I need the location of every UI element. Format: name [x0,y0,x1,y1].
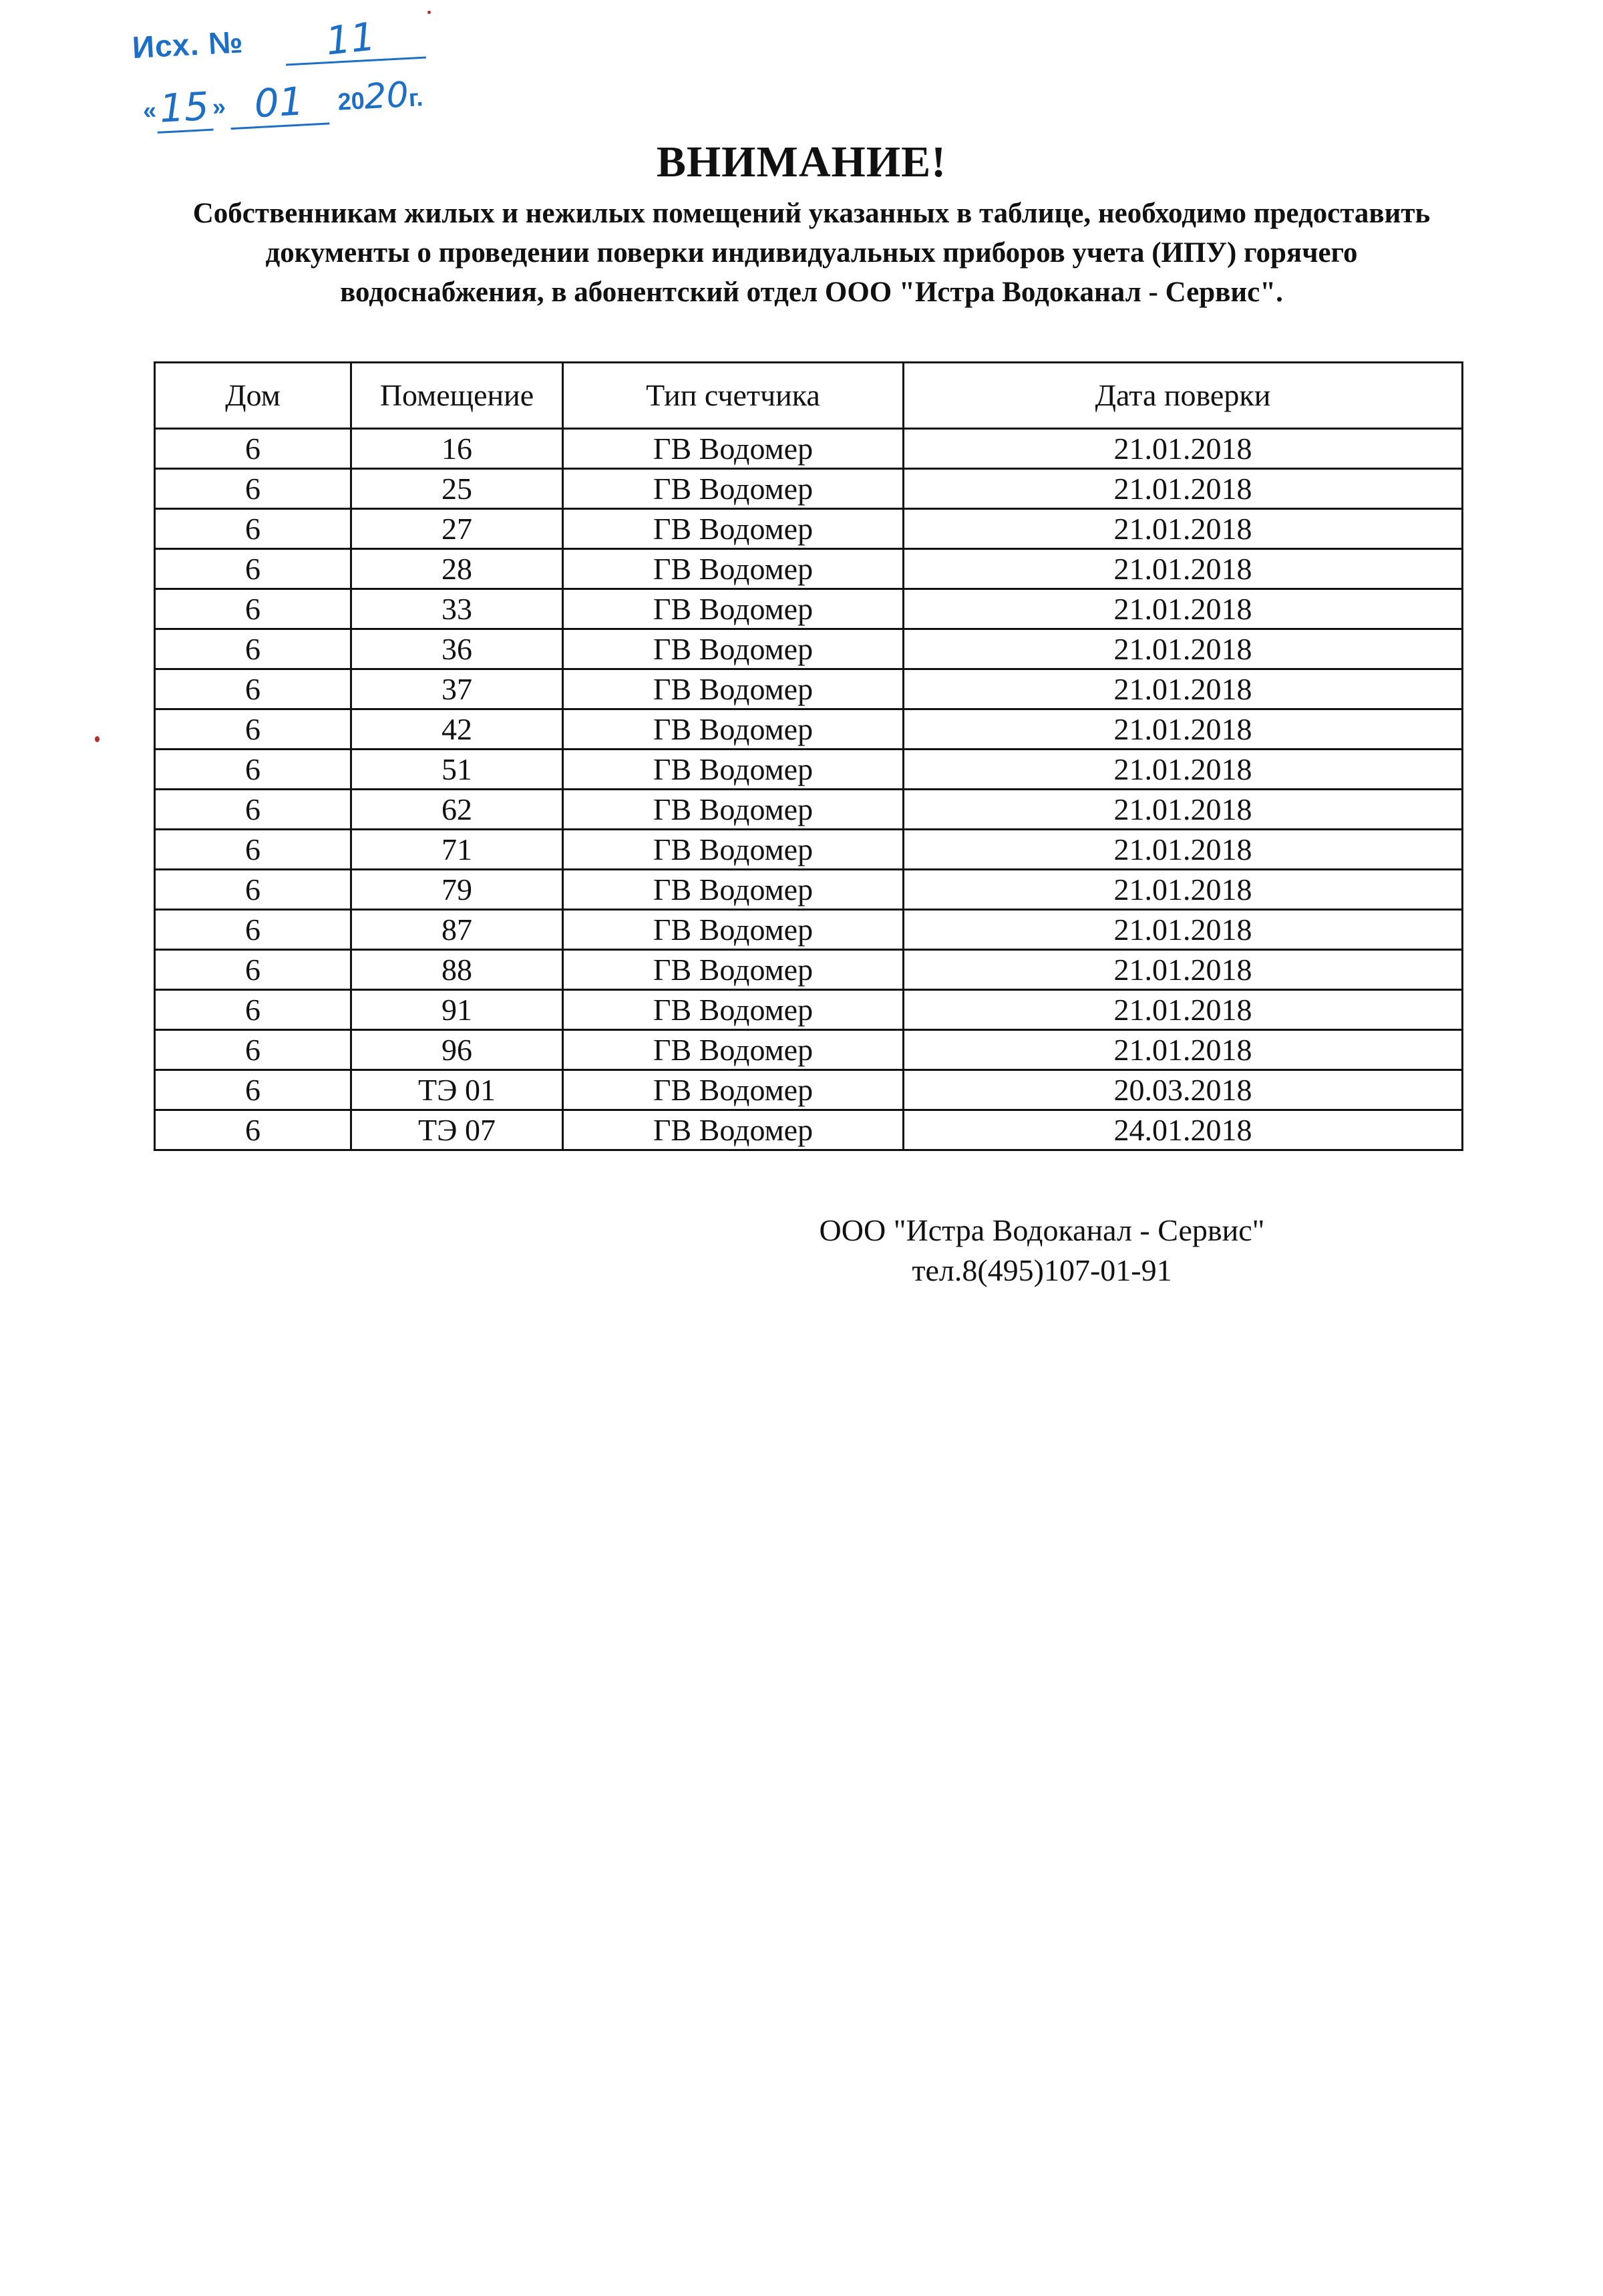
cell-verification-date: 21.01.2018 [904,429,1463,469]
cell-verification-date: 21.01.2018 [904,990,1463,1030]
cell-verification-date: 21.01.2018 [904,1030,1463,1070]
stamp-year [337,74,424,119]
column-header-meter-type: Тип счетчика [563,363,904,429]
cell-house: 6 [155,669,351,709]
cell-meter-type: ГВ Водомер [563,629,904,669]
cell-verification-date: 21.01.2018 [904,709,1463,750]
table-row [155,509,1463,549]
cell-premises: 79 [351,870,563,910]
table-row [155,790,1463,830]
cell-house: 6 [155,709,351,750]
cell-verification-date: 21.01.2018 [904,910,1463,950]
cell-premises: 36 [351,629,563,669]
cell-house: 6 [155,589,351,629]
cell-meter-type: ГВ Водомер [563,990,904,1030]
table-row [155,1110,1463,1150]
stamp-date-line [142,72,424,134]
cell-verification-date: 21.01.2018 [904,629,1463,669]
cell-house: 6 [155,990,351,1030]
outgoing-number-stamp [128,13,449,134]
table-row [155,870,1463,910]
table-row [155,950,1463,990]
cell-meter-type: ГВ Водомер [563,870,904,910]
meter-verification-table [154,361,1463,1151]
cell-verification-date: 24.01.2018 [904,1110,1463,1150]
table-row [155,709,1463,750]
organization-phone: тел.8(495)107-01-91 [912,1253,1172,1287]
cell-verification-date: 21.01.2018 [904,750,1463,790]
table-row [155,429,1463,469]
column-header-house: Дом [155,363,351,429]
cell-meter-type: ГВ Водомер [563,509,904,549]
cell-meter-type: ГВ Водомер [563,950,904,990]
cell-verification-date: 21.01.2018 [904,830,1463,870]
cell-verification-date: 21.01.2018 [904,509,1463,549]
cell-meter-type: ГВ Водомер [563,669,904,709]
cell-premises: 25 [351,469,563,509]
stamp-outgoing-number: 11 [323,13,378,64]
cell-meter-type: ГВ Водомер [563,469,904,509]
scan-speck [427,11,431,14]
cell-verification-date: 21.01.2018 [904,669,1463,709]
cell-premises: 37 [351,669,563,709]
cell-verification-date: 21.01.2018 [904,469,1463,509]
notice-text: Собственникам жилых и нежилых помещений указанных в таблице, необходимо предоставить документы о проведении поверки индивидуальных приборов учета (ИПУ) горячего водоснабжения, в абонентский отдел ООО "Истра Водоканал - Сервис". [192,198,1431,308]
stamp-day: 15 [155,84,214,134]
stamp-year-prefix: 20 [337,86,365,116]
table-row [155,629,1463,669]
cell-verification-date: 21.01.2018 [904,790,1463,830]
cell-premises: 51 [351,750,563,790]
cell-meter-type: ГВ Водомер [563,750,904,790]
page-title: ВНИМАНИЕ! [656,138,947,186]
signature-block [748,1210,1336,1291]
cell-meter-type: ГВ Водомер [563,1110,904,1150]
table-row [155,549,1463,589]
table-row [155,830,1463,870]
cell-premises: ТЭ 01 [351,1070,563,1110]
cell-meter-type: ГВ Водомер [563,709,904,750]
cell-meter-type: ГВ Водомер [563,429,904,469]
column-header-premises: Помещение [351,363,563,429]
stamp-close-quote: » [211,92,226,121]
table-row [155,589,1463,629]
cell-house: 6 [155,830,351,870]
cell-meter-type: ГВ Водомер [563,830,904,870]
table-row [155,910,1463,950]
table-row [155,669,1463,709]
cell-house: 6 [155,1030,351,1070]
stamp-year-suffix: 20 [363,75,410,118]
table-body [155,429,1463,1150]
cell-house: 6 [155,629,351,669]
cell-premises: 62 [351,790,563,830]
cell-premises: 27 [351,509,563,549]
stamp-number-line [132,23,244,65]
cell-verification-date: 21.01.2018 [904,589,1463,629]
stamp-month: 01 [228,77,330,130]
cell-premises: ТЭ 07 [351,1110,563,1150]
cell-meter-type: ГВ Водомер [563,589,904,629]
table-row [155,1030,1463,1070]
table-row [155,990,1463,1030]
cell-meter-type: ГВ Водомер [563,910,904,950]
cell-meter-type: ГВ Водомер [563,1030,904,1070]
cell-premises: 88 [351,950,563,990]
stamp-outgoing-label: Исх. № [131,24,244,65]
table-header-row [155,363,1463,429]
organization-name: ООО "Истра Водоканал - Сервис" [819,1213,1265,1247]
cell-premises: 91 [351,990,563,1030]
cell-verification-date: 21.01.2018 [904,870,1463,910]
cell-premises: 16 [351,429,563,469]
stamp-year-abbr: г. [407,84,424,112]
cell-house: 6 [155,509,351,549]
cell-house: 6 [155,870,351,910]
cell-verification-date: 20.03.2018 [904,1070,1463,1110]
cell-premises: 87 [351,910,563,950]
cell-house: 6 [155,429,351,469]
cell-meter-type: ГВ Водомер [563,549,904,589]
cell-verification-date: 21.01.2018 [904,549,1463,589]
cell-house: 6 [155,469,351,509]
cell-verification-date: 21.01.2018 [904,950,1463,990]
cell-house: 6 [155,549,351,589]
cell-house: 6 [155,1070,351,1110]
column-header-verification-date: Дата поверки [904,363,1463,429]
cell-house: 6 [155,750,351,790]
cell-premises: 42 [351,709,563,750]
table-row [155,750,1463,790]
table-row [155,1070,1463,1110]
cell-house: 6 [155,1110,351,1150]
stamp-open-quote: « [142,96,158,124]
cell-house: 6 [155,950,351,990]
cell-premises: 28 [351,549,563,589]
cell-house: 6 [155,790,351,830]
table-row [155,469,1463,509]
cell-premises: 71 [351,830,563,870]
cell-house: 6 [155,910,351,950]
cell-premises: 96 [351,1030,563,1070]
cell-meter-type: ГВ Водомер [563,1070,904,1110]
scan-speck [95,736,100,742]
cell-premises: 33 [351,589,563,629]
cell-meter-type: ГВ Водомер [563,790,904,830]
